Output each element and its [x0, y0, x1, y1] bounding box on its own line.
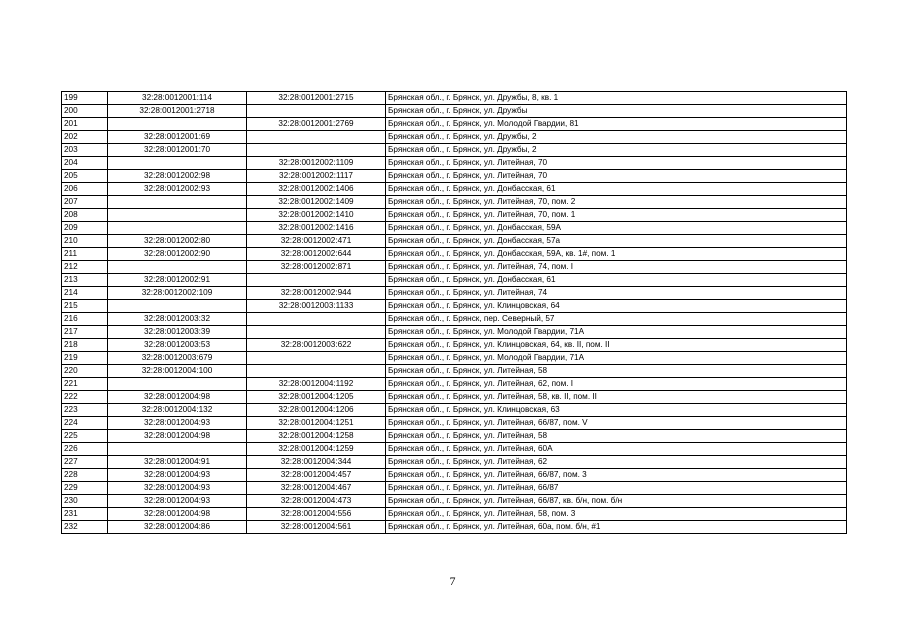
table-row	[62, 391, 847, 404]
cadastral-number-cell: 32:28:0012002:98	[108, 170, 247, 183]
cadastral-number-cell: 32:28:0012002:80	[108, 235, 247, 248]
row-number-cell: 231	[62, 508, 108, 521]
address-cell: Брянская обл., г. Брянск, ул. Донбасская, 59А	[386, 222, 847, 235]
address-cell: Брянская обл., г. Брянск, ул. Литейная, 70, пом. 1	[386, 209, 847, 222]
row-number-cell: 225	[62, 430, 108, 443]
row-number-cell: 229	[62, 482, 108, 495]
address-cell: Брянская обл., г. Брянск, пер. Северный, 57	[386, 313, 847, 326]
building-cadastral-number-cell	[247, 274, 386, 287]
building-cadastral-number-cell	[247, 365, 386, 378]
building-cadastral-number-cell: 32:28:0012004:1192	[247, 378, 386, 391]
row-number-cell: 217	[62, 326, 108, 339]
building-cadastral-number-cell: 32:28:0012004:1259	[247, 443, 386, 456]
row-number-cell: 215	[62, 300, 108, 313]
building-cadastral-number-cell	[247, 326, 386, 339]
table-row	[62, 326, 847, 339]
row-number-cell: 199	[62, 92, 108, 105]
cadastral-number-cell: 32:28:0012002:91	[108, 274, 247, 287]
cadastral-number-cell: 32:28:0012001:69	[108, 131, 247, 144]
cadastral-number-cell: 32:28:0012004:86	[108, 521, 247, 534]
address-cell: Брянская обл., г. Брянск, ул. Литейная, 60а, пом. б/н, #1	[386, 521, 847, 534]
table-row	[62, 248, 847, 261]
row-number-cell: 232	[62, 521, 108, 534]
building-cadastral-number-cell: 32:28:0012002:1416	[247, 222, 386, 235]
table-row	[62, 365, 847, 378]
table-row	[62, 92, 847, 105]
row-number-cell: 222	[62, 391, 108, 404]
table-row	[62, 508, 847, 521]
table-row	[62, 404, 847, 417]
address-cell: Брянская обл., г. Брянск, ул. Донбасская, 59А, кв. 1#, пом. 1	[386, 248, 847, 261]
address-cell: Брянская обл., г. Брянск, ул. Клинцовская, 63	[386, 404, 847, 417]
address-cell: Брянская обл., г. Брянск, ул. Литейная, 60А	[386, 443, 847, 456]
table-row	[62, 183, 847, 196]
cadastral-number-cell: 32:28:0012002:109	[108, 287, 247, 300]
address-cell: Брянская обл., г. Брянск, ул. Молодой Гвардии, 71А	[386, 326, 847, 339]
building-cadastral-number-cell: 32:28:0012003:622	[247, 339, 386, 352]
cadastral-number-cell	[108, 378, 247, 391]
table-row	[62, 482, 847, 495]
address-cell: Брянская обл., г. Брянск, ул. Донбасская, 57а	[386, 235, 847, 248]
address-cell: Брянская обл., г. Брянск, ул. Донбасская, 61	[386, 274, 847, 287]
cadastral-number-cell: 32:28:0012003:53	[108, 339, 247, 352]
building-cadastral-number-cell: 32:28:0012002:1409	[247, 196, 386, 209]
row-number-cell: 206	[62, 183, 108, 196]
row-number-cell: 212	[62, 261, 108, 274]
building-cadastral-number-cell: 32:28:0012004:467	[247, 482, 386, 495]
row-number-cell: 221	[62, 378, 108, 391]
table-row	[62, 144, 847, 157]
row-number-cell: 202	[62, 131, 108, 144]
cadastral-number-cell	[108, 118, 247, 131]
row-number-cell: 223	[62, 404, 108, 417]
table-row	[62, 456, 847, 469]
table-row	[62, 157, 847, 170]
building-cadastral-number-cell: 32:28:0012004:556	[247, 508, 386, 521]
building-cadastral-number-cell: 32:28:0012002:1117	[247, 170, 386, 183]
table-row	[62, 339, 847, 352]
building-cadastral-number-cell	[247, 352, 386, 365]
cadastral-number-cell: 32:28:0012003:679	[108, 352, 247, 365]
address-cell: Брянская обл., г. Брянск, ул. Молодой Гвардии, 71А	[386, 352, 847, 365]
building-cadastral-number-cell: 32:28:0012004:1251	[247, 417, 386, 430]
row-number-cell: 227	[62, 456, 108, 469]
row-number-cell: 200	[62, 105, 108, 118]
cadastral-number-cell: 32:28:0012004:93	[108, 469, 247, 482]
building-cadastral-number-cell: 32:28:0012004:1206	[247, 404, 386, 417]
row-number-cell: 216	[62, 313, 108, 326]
row-number-cell: 220	[62, 365, 108, 378]
table-row	[62, 261, 847, 274]
building-cadastral-number-cell: 32:28:0012002:944	[247, 287, 386, 300]
building-cadastral-number-cell: 32:28:0012002:644	[247, 248, 386, 261]
building-cadastral-number-cell: 32:28:0012004:1205	[247, 391, 386, 404]
row-number-cell: 203	[62, 144, 108, 157]
building-cadastral-number-cell	[247, 313, 386, 326]
table-row	[62, 495, 847, 508]
cadastral-number-cell: 32:28:0012001:70	[108, 144, 247, 157]
row-number-cell: 224	[62, 417, 108, 430]
address-cell: Брянская обл., г. Брянск, ул. Литейная, 58, кв. II, пом. II	[386, 391, 847, 404]
building-cadastral-number-cell: 32:28:0012002:1109	[247, 157, 386, 170]
address-cell: Брянская обл., г. Брянск, ул. Клинцовская, 64, кв. II, пом. II	[386, 339, 847, 352]
building-cadastral-number-cell: 32:28:0012002:1406	[247, 183, 386, 196]
cadastral-number-cell: 32:28:0012004:98	[108, 391, 247, 404]
row-number-cell: 210	[62, 235, 108, 248]
building-cadastral-number-cell: 32:28:0012004:473	[247, 495, 386, 508]
cadastral-number-cell	[108, 222, 247, 235]
address-cell: Брянская обл., г. Брянск, ул. Дружбы, 2	[386, 131, 847, 144]
address-cell: Брянская обл., г. Брянск, ул. Клинцовская, 64	[386, 300, 847, 313]
table-row	[62, 235, 847, 248]
cadastral-number-cell: 32:28:0012003:32	[108, 313, 247, 326]
cadastral-number-cell: 32:28:0012001:114	[108, 92, 247, 105]
document-page	[61, 91, 847, 534]
table-row	[62, 313, 847, 326]
table-row	[62, 222, 847, 235]
table-row	[62, 209, 847, 222]
table-row	[62, 430, 847, 443]
row-number-cell: 208	[62, 209, 108, 222]
cadastral-number-cell: 32:28:0012004:91	[108, 456, 247, 469]
cadastral-number-cell: 32:28:0012004:93	[108, 417, 247, 430]
cadastral-number-cell: 32:28:0012001:2718	[108, 105, 247, 118]
address-cell: Брянская обл., г. Брянск, ул. Молодой Гвардии, 81	[386, 118, 847, 131]
table-row	[62, 300, 847, 313]
row-number-cell: 209	[62, 222, 108, 235]
address-cell: Брянская обл., г. Брянск, ул. Литейная, 58	[386, 430, 847, 443]
building-cadastral-number-cell: 32:28:0012001:2769	[247, 118, 386, 131]
cadastral-number-cell	[108, 196, 247, 209]
address-cell: Брянская обл., г. Брянск, ул. Литейная, 74	[386, 287, 847, 300]
cadastral-number-cell	[108, 261, 247, 274]
row-number-cell: 219	[62, 352, 108, 365]
address-cell: Брянская обл., г. Брянск, ул. Литейная, 58, пом. 3	[386, 508, 847, 521]
row-number-cell: 228	[62, 469, 108, 482]
address-cell: Брянская обл., г. Брянск, ул. Литейная, 62, пом. I	[386, 378, 847, 391]
cadastral-number-cell	[108, 300, 247, 313]
row-number-cell: 211	[62, 248, 108, 261]
address-cell: Брянская обл., г. Брянск, ул. Донбасская, 61	[386, 183, 847, 196]
address-cell: Брянская обл., г. Брянск, ул. Литейная, 66/87, пом. 3	[386, 469, 847, 482]
row-number-cell: 205	[62, 170, 108, 183]
building-cadastral-number-cell: 32:28:0012002:1410	[247, 209, 386, 222]
table-row	[62, 469, 847, 482]
building-cadastral-number-cell: 32:28:0012002:471	[247, 235, 386, 248]
address-cell: Брянская обл., г. Брянск, ул. Дружбы, 8, кв. 1	[386, 92, 847, 105]
row-number-cell: 218	[62, 339, 108, 352]
cadastral-number-cell: 32:28:0012002:90	[108, 248, 247, 261]
building-cadastral-number-cell: 32:28:0012004:1258	[247, 430, 386, 443]
row-number-cell: 204	[62, 157, 108, 170]
address-cell: Брянская обл., г. Брянск, ул. Литейная, 66/87	[386, 482, 847, 495]
row-number-cell: 214	[62, 287, 108, 300]
table-row	[62, 105, 847, 118]
cadastral-number-cell: 32:28:0012004:98	[108, 430, 247, 443]
building-cadastral-number-cell	[247, 144, 386, 157]
building-cadastral-number-cell: 32:28:0012001:2715	[247, 92, 386, 105]
table-row	[62, 131, 847, 144]
table-row	[62, 378, 847, 391]
address-cell: Брянская обл., г. Брянск, ул. Литейная, 66/87, пом. V	[386, 417, 847, 430]
address-cell: Брянская обл., г. Брянск, ул. Литейная, 58	[386, 365, 847, 378]
table-row	[62, 170, 847, 183]
building-cadastral-number-cell: 32:28:0012004:344	[247, 456, 386, 469]
row-number-cell: 226	[62, 443, 108, 456]
cadastral-number-cell: 32:28:0012004:93	[108, 482, 247, 495]
address-cell: Брянская обл., г. Брянск, ул. Литейная, 62	[386, 456, 847, 469]
cadastral-number-cell: 32:28:0012004:93	[108, 495, 247, 508]
cadastral-number-cell: 32:28:0012004:98	[108, 508, 247, 521]
table-row	[62, 118, 847, 131]
table-row	[62, 352, 847, 365]
parcel-register-table	[61, 91, 847, 534]
building-cadastral-number-cell: 32:28:0012004:457	[247, 469, 386, 482]
row-number-cell: 230	[62, 495, 108, 508]
cadastral-number-cell	[108, 157, 247, 170]
row-number-cell: 207	[62, 196, 108, 209]
building-cadastral-number-cell: 32:28:0012003:1133	[247, 300, 386, 313]
building-cadastral-number-cell: 32:28:0012002:871	[247, 261, 386, 274]
table-row	[62, 417, 847, 430]
table-row	[62, 287, 847, 300]
building-cadastral-number-cell: 32:28:0012004:561	[247, 521, 386, 534]
page-number: 7	[449, 574, 456, 588]
address-cell: Брянская обл., г. Брянск, ул. Литейная, 70, пом. 2	[386, 196, 847, 209]
cadastral-number-cell: 32:28:0012003:39	[108, 326, 247, 339]
table-row	[62, 196, 847, 209]
address-cell: Брянская обл., г. Брянск, ул. Литейная, 66/87, кв. б/н, пом. б/н	[386, 495, 847, 508]
address-cell: Брянская обл., г. Брянск, ул. Литейная, 74, пом. I	[386, 261, 847, 274]
address-cell: Брянская обл., г. Брянск, ул. Литейная, 70	[386, 170, 847, 183]
cadastral-number-cell: 32:28:0012002:93	[108, 183, 247, 196]
row-number-cell: 213	[62, 274, 108, 287]
address-cell: Брянская обл., г. Брянск, ул. Дружбы	[386, 105, 847, 118]
address-cell: Брянская обл., г. Брянск, ул. Литейная, 70	[386, 157, 847, 170]
table-row	[62, 274, 847, 287]
table-body	[62, 92, 847, 534]
table-row	[62, 443, 847, 456]
address-cell: Брянская обл., г. Брянск, ул. Дружбы, 2	[386, 144, 847, 157]
cadastral-number-cell: 32:28:0012004:132	[108, 404, 247, 417]
cadastral-number-cell: 32:28:0012004:100	[108, 365, 247, 378]
building-cadastral-number-cell	[247, 131, 386, 144]
cadastral-number-cell	[108, 443, 247, 456]
row-number-cell: 201	[62, 118, 108, 131]
building-cadastral-number-cell	[247, 105, 386, 118]
table-row	[62, 521, 847, 534]
cadastral-number-cell	[108, 209, 247, 222]
